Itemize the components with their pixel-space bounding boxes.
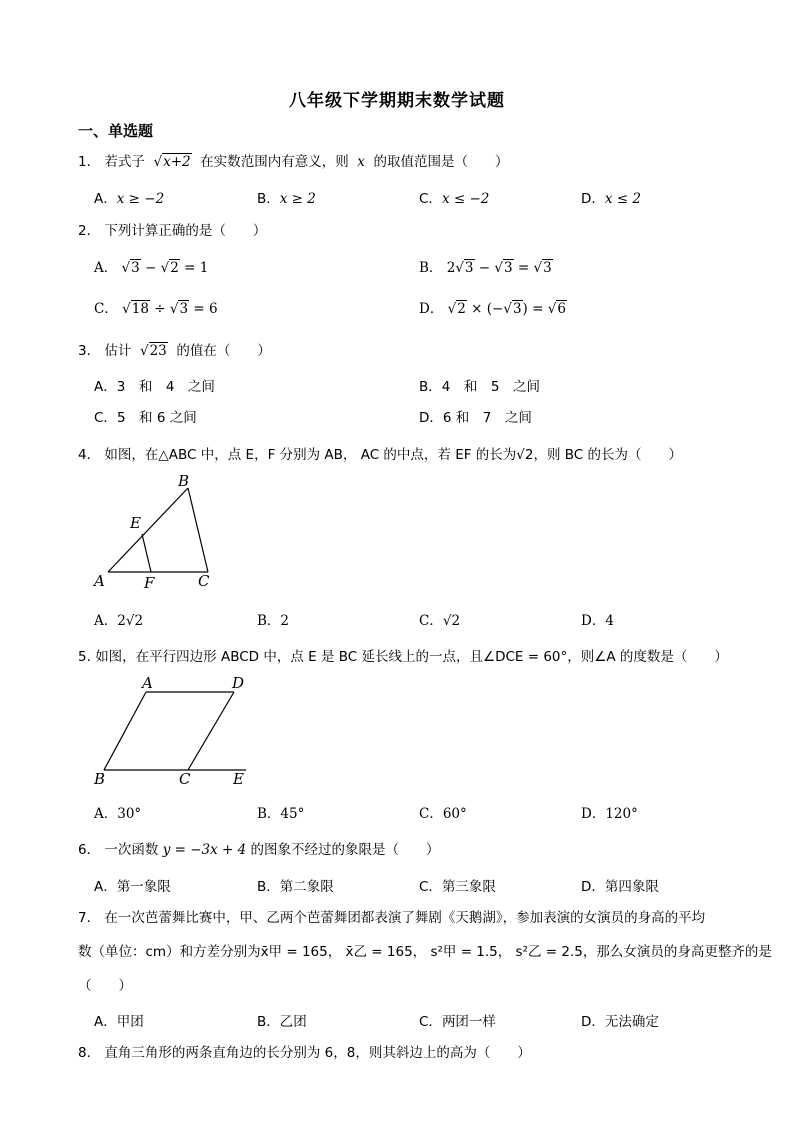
question-3 [78, 339, 271, 359]
option-a[interactable]: A．3 和 4 之间 [94, 379, 215, 395]
option-c[interactable]: C．√2 [419, 613, 461, 629]
option-c[interactable]: C． √18 ÷ √3 = 6 [94, 301, 218, 317]
option-a[interactable]: A． √3 − √2 = 1 [94, 260, 209, 276]
question-7-line-2: 数（单位：cm）和方差分别为x̄甲 = 165， x̄乙 = 165， s²甲 = 1.5， s²乙 = 2.5，那么女演员的身高更整齐的是 [78, 944, 772, 960]
question-number: 4． [78, 447, 101, 463]
label-c: C [179, 770, 191, 788]
option-d[interactable]: D．4 [581, 613, 614, 629]
label-d: D [232, 674, 245, 692]
option-a[interactable]: A．2√2 [94, 613, 144, 629]
option-b[interactable]: B．4 和 5 之间 [419, 379, 540, 395]
variable: x [357, 154, 365, 170]
option-c[interactable]: C．第三象限 [419, 879, 496, 895]
option-d[interactable]: D．120° [581, 806, 638, 822]
option-d[interactable]: D．6 和 7 之间 [419, 410, 532, 426]
question-text: 下列计算正确的是（ ） [104, 223, 267, 239]
option-c[interactable]: C．60° [419, 806, 467, 822]
option-b[interactable]: B． 2√3 − √3 = √3 [419, 260, 552, 276]
label-a: A [142, 674, 153, 692]
question-1 [78, 150, 509, 170]
label-f: F [144, 574, 155, 592]
question-7-line-3: （ ） [78, 978, 132, 994]
question-text: 如图，在平行四边形 ABCD 中，点 E 是 BC 延长线上的一点，且∠DCE = 60°，则∠A 的度数是（ ） [95, 649, 728, 665]
question-text: 的取值范围是（ ） [373, 154, 509, 170]
question-text: 直角三角形的两条直角边的长分别为 6，8，则其斜边上的高为（ ） [104, 1045, 531, 1061]
option-c[interactable]: C．两团一样 [419, 1014, 496, 1030]
question-number: 1． [78, 154, 101, 170]
question-text: 估计 [104, 343, 132, 359]
option-b[interactable]: B．45° [257, 806, 305, 822]
option-d[interactable]: D．第四象限 [581, 879, 659, 895]
function-expression: y = −3x + 4 [162, 842, 247, 858]
question-text: 若式子 [104, 154, 145, 170]
question-number: 6． [78, 842, 101, 858]
question-text: 一次函数 [104, 842, 159, 858]
option-d[interactable]: D．x ≤ 2 [581, 191, 642, 207]
question-number: 2． [78, 223, 101, 239]
parallelogram-figure [88, 672, 258, 790]
question-5 [78, 645, 728, 665]
question-7 [78, 906, 705, 926]
question-6 [78, 838, 440, 858]
option-b[interactable]: B．乙团 [257, 1014, 307, 1030]
section-heading: 一、单选题 [78, 122, 154, 140]
option-c[interactable]: C．5 和 6 之间 [94, 410, 197, 426]
radical-expression: √x+2 [153, 154, 191, 170]
question-text: 在一次芭蕾舞比赛中，甲、乙两个芭蕾舞团都表演了舞剧《天鹅湖》，参加表演的女演员的身高的平均 [104, 910, 706, 926]
question-number: 8． [78, 1045, 101, 1061]
label-b: B [178, 472, 190, 490]
label-c: C [198, 572, 210, 590]
triangle-figure [90, 470, 230, 592]
option-d[interactable]: D．无法确定 [581, 1014, 659, 1030]
question-text: 如图，在△ABC 中，点 E，F 分别为 AB， AC 的中点，若 EF 的长为√2，则 BC 的长为（ ） [104, 447, 683, 463]
option-b[interactable]: B．第二象限 [257, 879, 334, 895]
option-a[interactable]: A．甲团 [94, 1014, 144, 1030]
page-title: 八年级下学期期末数学试题 [289, 91, 505, 111]
question-number: 3． [78, 343, 101, 359]
option-a[interactable]: A．第一象限 [94, 879, 171, 895]
radical-expression: √23 [139, 343, 167, 359]
question-8 [78, 1041, 531, 1061]
question-number: 7． [78, 910, 101, 926]
option-b[interactable]: B．x ≥ 2 [257, 191, 316, 207]
option-a[interactable]: A．x ≥ −2 [94, 191, 165, 207]
label-b: B [94, 770, 106, 788]
question-text: 的值在（ ） [176, 343, 271, 359]
question-text: 在实数范围内有意义，则 [200, 154, 349, 170]
option-a[interactable]: A．30° [94, 806, 142, 822]
question-number: 5. [78, 649, 91, 665]
question-4 [78, 443, 682, 463]
option-d[interactable]: D． √2 × (−√3) = √6 [419, 301, 566, 317]
label-a: A [94, 572, 105, 590]
option-c[interactable]: C．x ≤ −2 [419, 191, 490, 207]
question-text: 的图象不经过的象限是（ ） [250, 842, 440, 858]
label-e: E [233, 770, 244, 788]
label-e: E [130, 514, 141, 532]
option-b[interactable]: B．2 [257, 613, 290, 629]
question-2 [78, 219, 266, 239]
